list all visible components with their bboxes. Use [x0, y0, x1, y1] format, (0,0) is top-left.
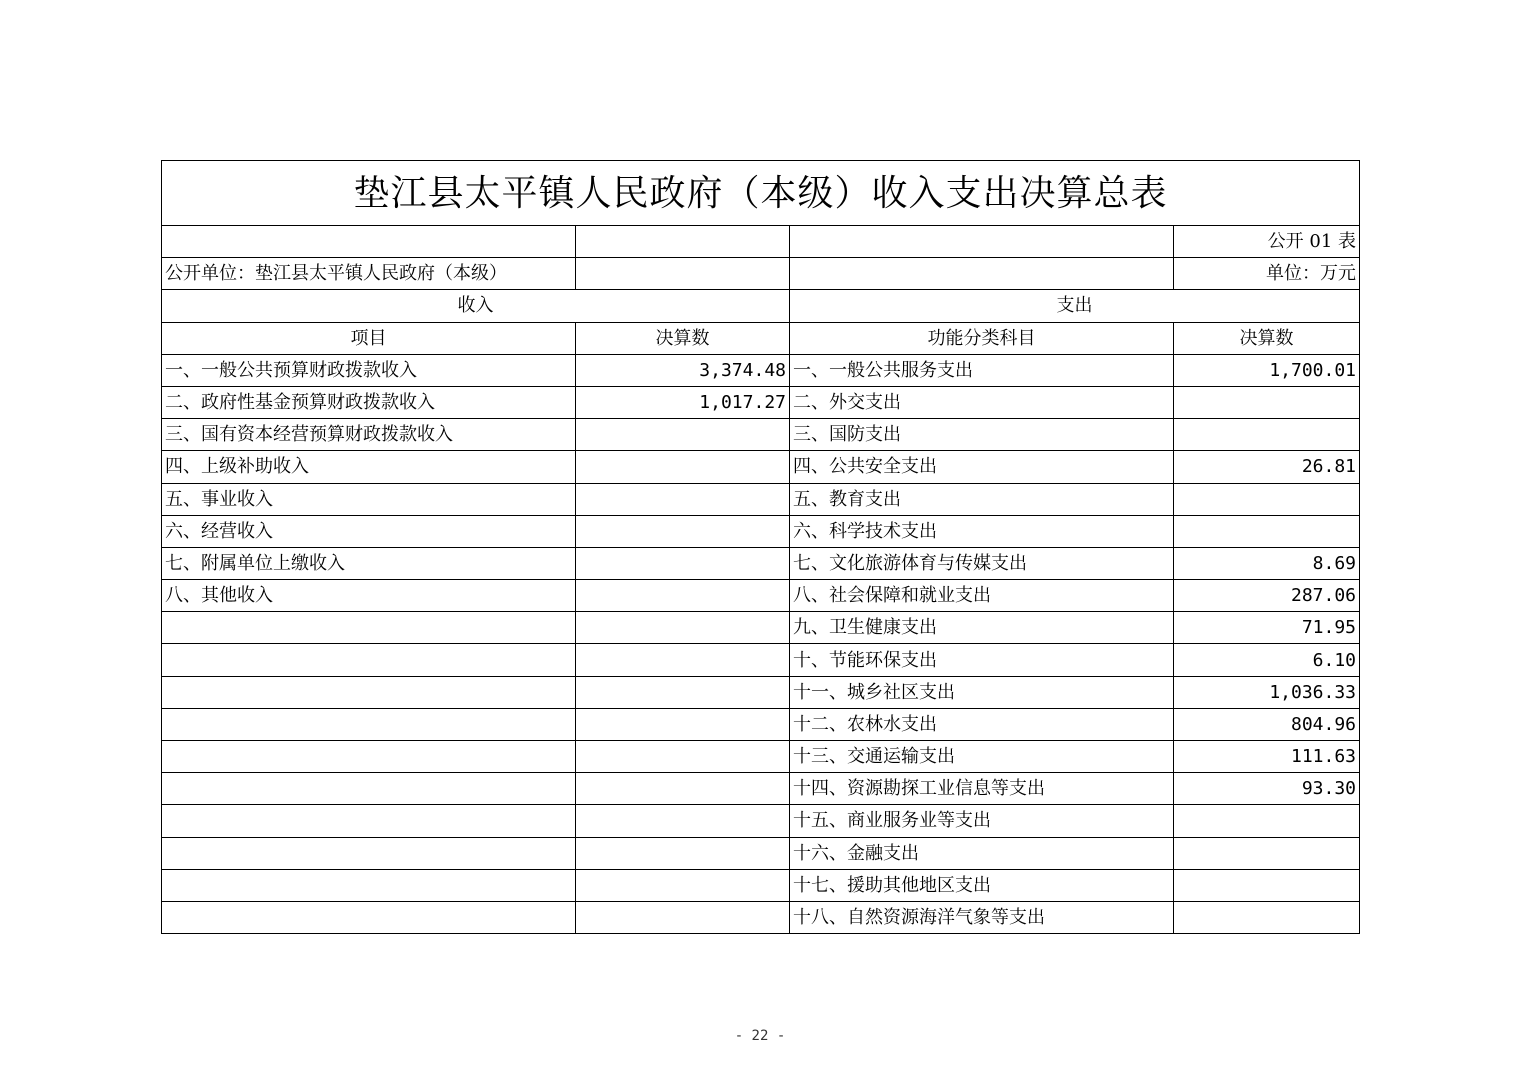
table-row [162, 644, 1360, 676]
expense-item-label: 十、节能环保支出 [790, 644, 1174, 676]
expense-amount [1174, 837, 1360, 869]
income-item-label [162, 837, 576, 869]
income-item-label [162, 869, 576, 901]
expense-item-label: 十五、商业服务业等支出 [790, 805, 1174, 837]
income-amount [576, 547, 790, 579]
table-row [162, 483, 1360, 515]
expense-item-label: 七、文化旅游体育与传媒支出 [790, 547, 1174, 579]
table-row [162, 354, 1360, 386]
expense-amount [1174, 515, 1360, 547]
income-amount [576, 837, 790, 869]
column-header-amount: 决算数 [576, 322, 790, 354]
expense-amount [1174, 483, 1360, 515]
income-item-label: 二、政府性基金预算财政拨款收入 [162, 386, 576, 418]
expense-amount: 71.95 [1174, 612, 1360, 644]
expense-item-label: 八、社会保障和就业支出 [790, 580, 1174, 612]
expense-amount: 1,700.01 [1174, 354, 1360, 386]
income-amount [576, 708, 790, 740]
reporting-unit: 公开单位：垫江县太平镇人民政府（本级） [162, 258, 576, 290]
income-item-label: 五、事业收入 [162, 483, 576, 515]
table-row [162, 547, 1360, 579]
form-number-row [162, 226, 1360, 258]
title-row [162, 161, 1360, 226]
expense-amount: 93.30 [1174, 773, 1360, 805]
empty-cell [576, 226, 790, 258]
income-section-header: 收入 [162, 290, 790, 322]
expense-amount: 1,036.33 [1174, 676, 1360, 708]
income-amount [576, 901, 790, 933]
expense-section-header: 支出 [790, 290, 1360, 322]
empty-cell [162, 226, 576, 258]
income-item-label [162, 773, 576, 805]
table-body [162, 354, 1360, 933]
expense-amount: 287.06 [1174, 580, 1360, 612]
expense-item-label: 五、教育支出 [790, 483, 1174, 515]
expense-item-label: 十六、金融支出 [790, 837, 1174, 869]
expense-item-label: 十一、城乡社区支出 [790, 676, 1174, 708]
table-row [162, 805, 1360, 837]
expense-amount: 8.69 [1174, 547, 1360, 579]
table-row [162, 773, 1360, 805]
income-item-label [162, 612, 576, 644]
expense-amount: 26.81 [1174, 451, 1360, 483]
expense-amount [1174, 386, 1360, 418]
column-header-function: 功能分类科目 [790, 322, 1174, 354]
income-item-label [162, 805, 576, 837]
expense-item-label: 二、外交支出 [790, 386, 1174, 418]
income-amount [576, 612, 790, 644]
expense-item-label: 六、科学技术支出 [790, 515, 1174, 547]
income-item-label [162, 741, 576, 773]
income-item-label: 八、其他收入 [162, 580, 576, 612]
expense-item-label: 十八、自然资源海洋气象等支出 [790, 901, 1174, 933]
expense-amount [1174, 805, 1360, 837]
income-amount [576, 419, 790, 451]
income-item-label: 四、上级补助收入 [162, 451, 576, 483]
income-amount [576, 515, 790, 547]
income-amount [576, 580, 790, 612]
expense-item-label: 十七、援助其他地区支出 [790, 869, 1174, 901]
table-row [162, 580, 1360, 612]
empty-cell [790, 226, 1174, 258]
expense-item-label: 十四、资源勘探工业信息等支出 [790, 773, 1174, 805]
empty-cell [576, 258, 790, 290]
table-row [162, 741, 1360, 773]
currency-unit: 单位：万元 [1174, 258, 1360, 290]
table-row [162, 901, 1360, 933]
unit-row [162, 258, 1360, 290]
income-amount [576, 676, 790, 708]
budget-summary-table [161, 160, 1360, 934]
income-item-label [162, 644, 576, 676]
table-title: 垫江县太平镇人民政府（本级）收入支出决算总表 [162, 161, 1360, 226]
table-row [162, 451, 1360, 483]
income-item-label [162, 708, 576, 740]
table-row [162, 419, 1360, 451]
table-row [162, 869, 1360, 901]
income-amount [576, 869, 790, 901]
column-header-item: 项目 [162, 322, 576, 354]
column-header-expense-amount: 决算数 [1174, 322, 1360, 354]
expense-item-label: 十三、交通运输支出 [790, 741, 1174, 773]
income-amount [576, 805, 790, 837]
table-row [162, 837, 1360, 869]
income-amount [576, 741, 790, 773]
expense-item-label: 三、国防支出 [790, 419, 1174, 451]
column-header-row [162, 322, 1360, 354]
income-item-label: 七、附属单位上缴收入 [162, 547, 576, 579]
income-amount: 3,374.48 [576, 354, 790, 386]
table-row [162, 515, 1360, 547]
table-row [162, 386, 1360, 418]
form-number: 公开 01 表 [1174, 226, 1360, 258]
empty-cell [790, 258, 1174, 290]
expense-item-label: 四、公共安全支出 [790, 451, 1174, 483]
income-amount [576, 644, 790, 676]
income-amount [576, 483, 790, 515]
income-item-label [162, 901, 576, 933]
income-amount [576, 451, 790, 483]
expense-item-label: 一、一般公共服务支出 [790, 354, 1174, 386]
income-amount: 1,017.27 [576, 386, 790, 418]
expense-amount: 111.63 [1174, 741, 1360, 773]
table-row [162, 708, 1360, 740]
section-header-row [162, 290, 1360, 322]
income-amount [576, 773, 790, 805]
page-number: - 22 - [734, 1028, 786, 1044]
income-item-label: 六、经营收入 [162, 515, 576, 547]
expense-item-label: 十二、农林水支出 [790, 708, 1174, 740]
income-item-label: 一、一般公共预算财政拨款收入 [162, 354, 576, 386]
expense-amount [1174, 869, 1360, 901]
expense-amount: 804.96 [1174, 708, 1360, 740]
income-item-label: 三、国有资本经营预算财政拨款收入 [162, 419, 576, 451]
expense-item-label: 九、卫生健康支出 [790, 612, 1174, 644]
expense-amount [1174, 901, 1360, 933]
income-item-label [162, 676, 576, 708]
expense-amount: 6.10 [1174, 644, 1360, 676]
table-row [162, 612, 1360, 644]
expense-amount [1174, 419, 1360, 451]
table-row [162, 676, 1360, 708]
